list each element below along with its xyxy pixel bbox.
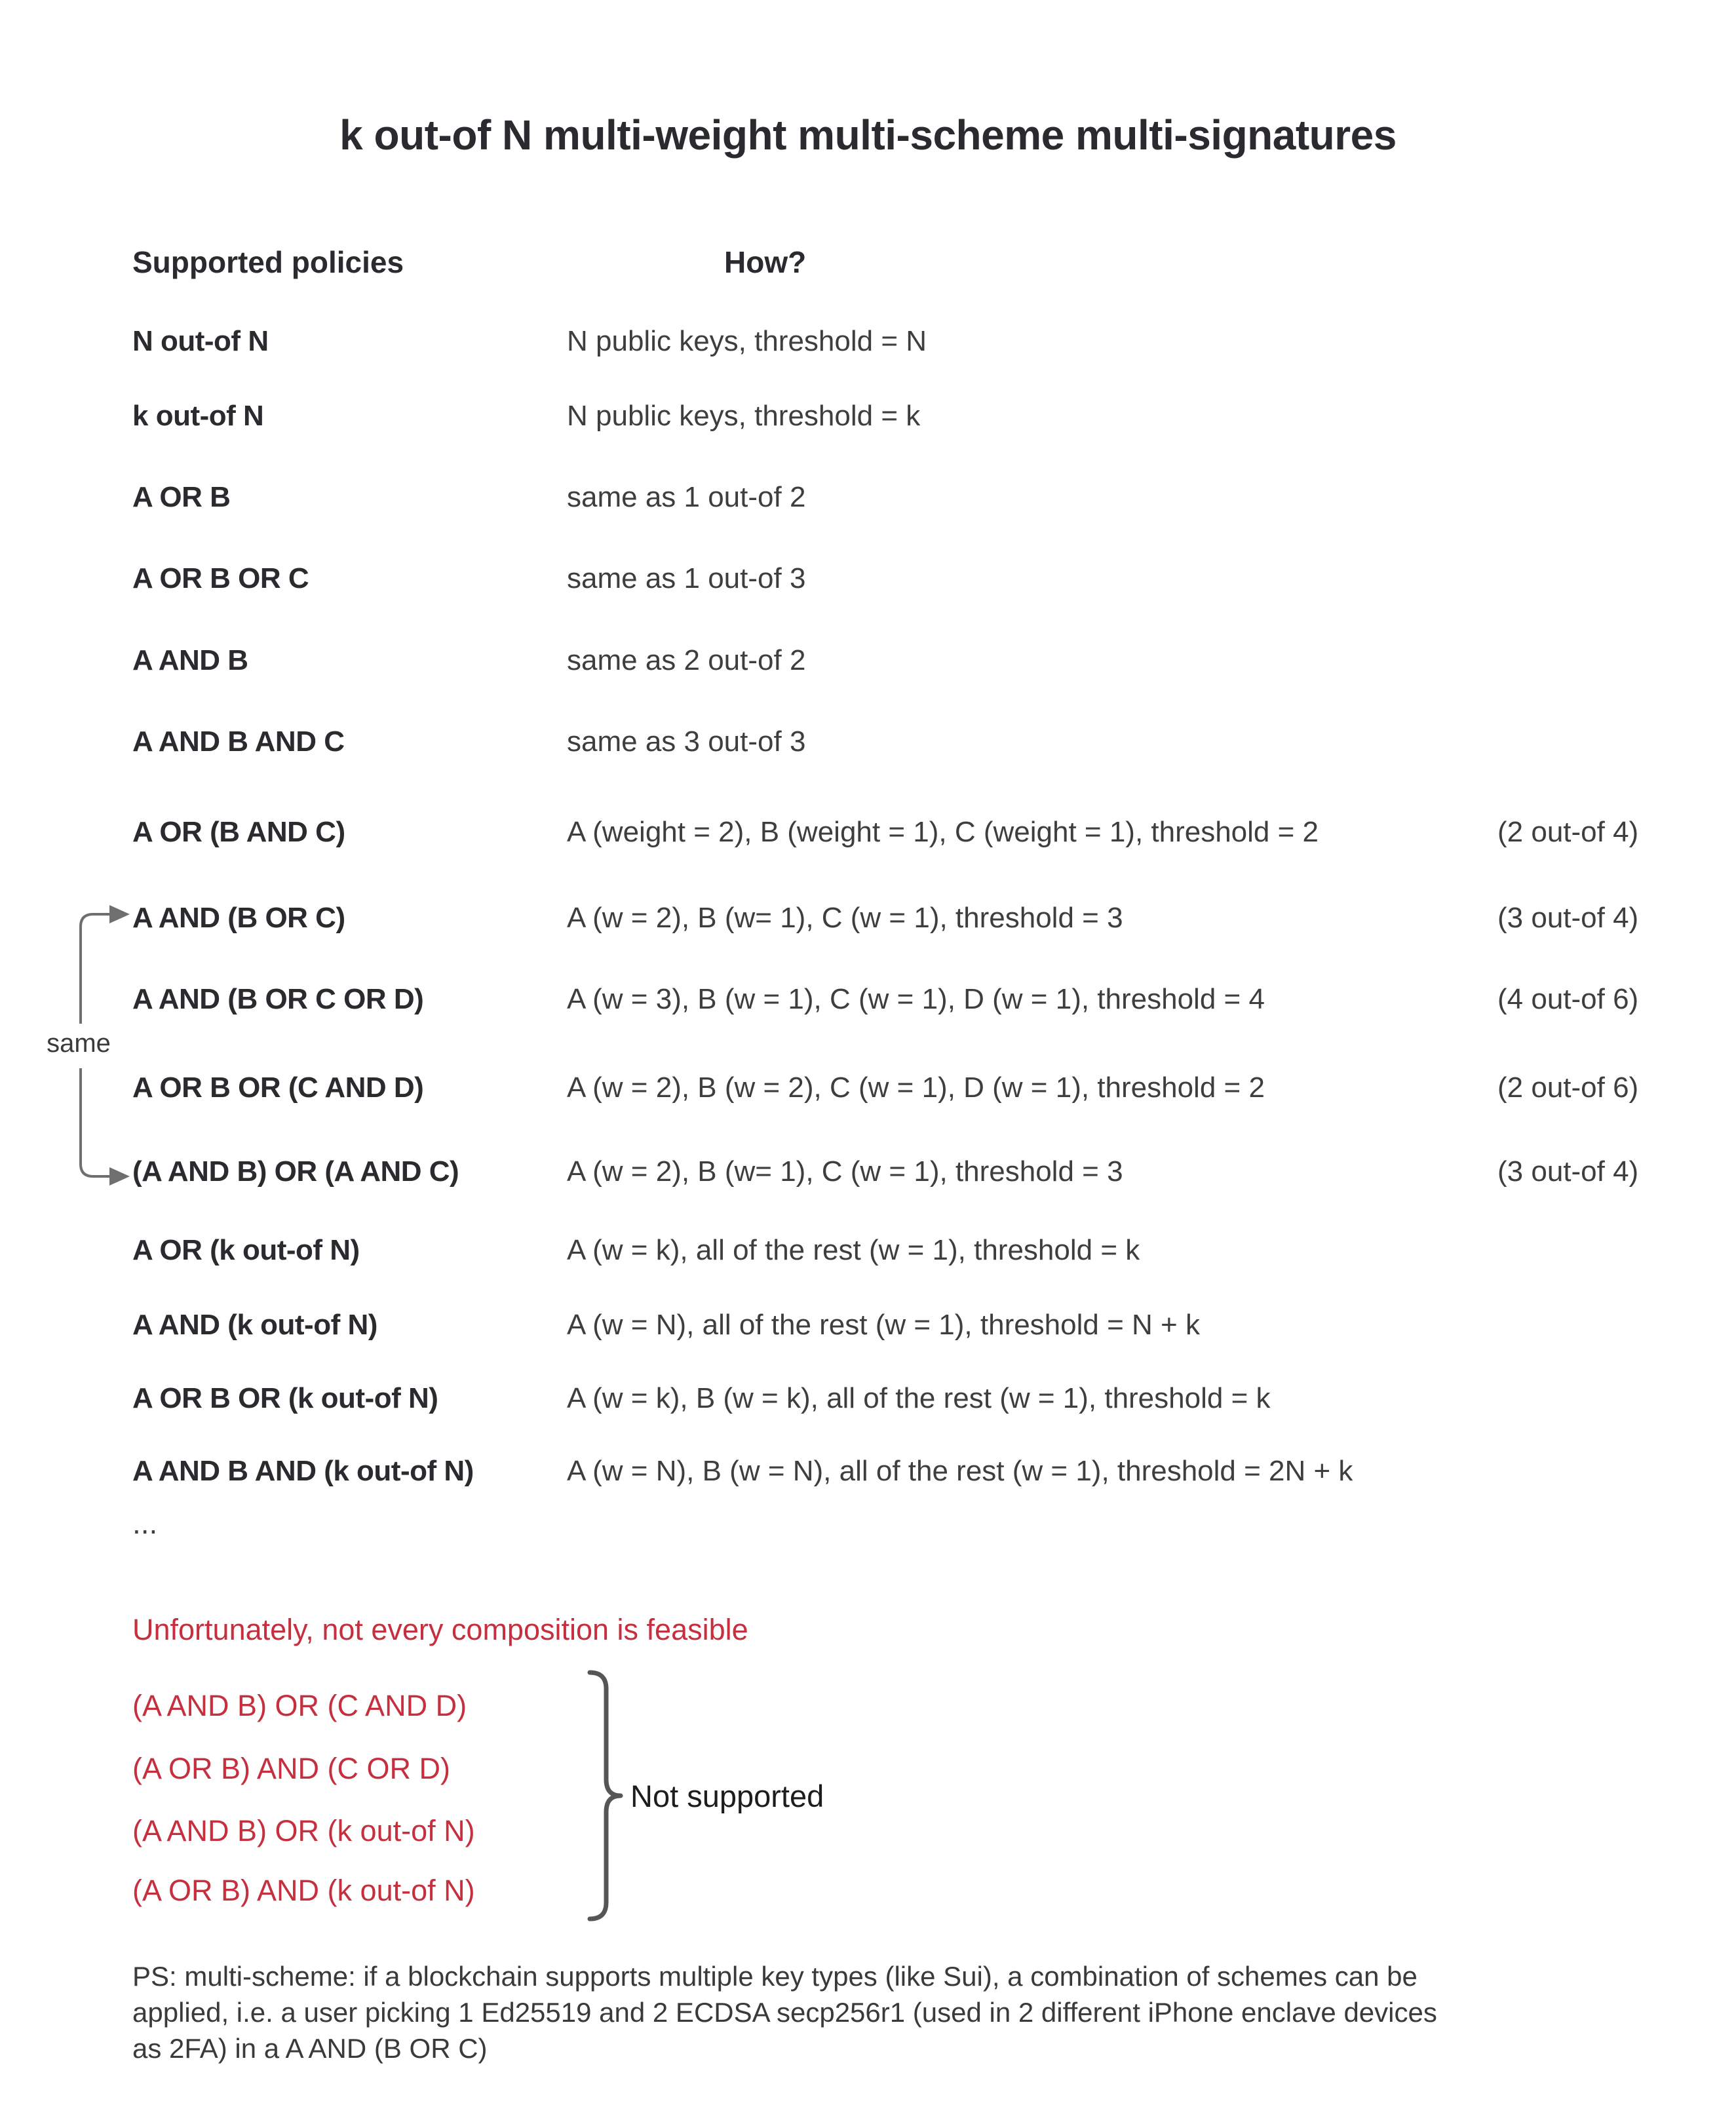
out-of-note: (4 out-of 6): [1497, 983, 1639, 1015]
table-row: [0, 1307, 1736, 1343]
table-row: [0, 1380, 1736, 1417]
how-text: same as 2 out-of 2: [567, 644, 806, 676]
how-text: A (w = k), all of the rest (w = 1), threshold = k: [567, 1234, 1140, 1266]
infeasible-item: (A AND B) OR (k out-of N): [132, 1814, 475, 1847]
policy-label: k out-of N: [132, 400, 264, 432]
policy-label: A OR (k out-of N): [132, 1234, 360, 1266]
how-text: N public keys, threshold = k: [567, 400, 921, 432]
infeasible-heading: Unfortunately, not every composition is feasible: [132, 1613, 748, 1646]
table-row: [0, 981, 1736, 1018]
ps-line: PS: multi-scheme: if a blockchain supports multiple key types (like Sui), a combination of schemes can be: [132, 1961, 1418, 1992]
policy-label: N out-of N: [132, 325, 269, 357]
policy-label: A AND B AND C: [132, 725, 345, 758]
same-bracket-bottom-line: [81, 1068, 119, 1176]
policy-label: A OR B: [132, 481, 231, 513]
infeasible-item: (A OR B) AND (k out-of N): [132, 1874, 475, 1907]
how-text: A (w = 2), B (w= 1), C (w = 1), threshold = 3: [567, 902, 1123, 934]
how-text: same as 1 out-of 2: [567, 481, 806, 513]
table-row: [0, 724, 1736, 760]
ellipsis-row: ...: [132, 1506, 158, 1540]
arrow-right-icon: [109, 1167, 130, 1186]
policy-label: A OR (B AND C): [132, 816, 345, 848]
column-header-how: How?: [724, 245, 807, 279]
table-row: [0, 1070, 1736, 1106]
page-title: k out-of N multi-weight multi-scheme multi-signatures: [339, 111, 1397, 159]
table-row: [0, 1453, 1736, 1490]
ps-line: applied, i.e. a user picking 1 Ed25519 and 2 ECDSA secp256r1 (used in 2 different iPhone enclave devices: [132, 1997, 1437, 2028]
how-text: same as 1 out-of 3: [567, 562, 806, 594]
how-text: same as 3 out-of 3: [567, 725, 806, 758]
how-text: A (weight = 2), B (weight = 1), C (weight = 1), threshold = 2: [567, 816, 1319, 848]
out-of-note: (2 out-of 6): [1497, 1072, 1639, 1104]
policy-label: A AND (B OR C OR D): [132, 983, 424, 1015]
table-row: [0, 642, 1736, 679]
infeasible-item: (A AND B) OR (C AND D): [132, 1689, 467, 1722]
table-row: [0, 1232, 1736, 1269]
how-text: N public keys, threshold = N: [567, 325, 927, 357]
policy-label: (A AND B) OR (A AND C): [132, 1155, 459, 1188]
table-row: [0, 1153, 1736, 1190]
how-text: A (w = 2), B (w = 2), C (w = 1), D (w = 1), threshold = 2: [567, 1072, 1265, 1104]
policy-label: A OR B OR C: [132, 562, 309, 594]
table-row: [0, 398, 1736, 435]
policy-label: A AND B: [132, 644, 248, 676]
ps-line: as 2FA) in a A AND (B OR C): [132, 2033, 488, 2064]
table-row: [0, 900, 1736, 937]
how-text: A (w = N), all of the rest (w = 1), threshold = N + k: [567, 1309, 1200, 1341]
policy-label: A AND (B OR C): [132, 902, 345, 934]
policy-label: A OR B OR (C AND D): [132, 1072, 424, 1104]
how-text: A (w = 3), B (w = 1), C (w = 1), D (w = 1), threshold = 4: [567, 983, 1265, 1015]
table-row: [0, 479, 1736, 516]
curly-brace-icon: [590, 1672, 621, 1919]
how-text: A (w = N), B (w = N), all of the rest (w = 1), threshold = 2N + k: [567, 1455, 1353, 1487]
column-header-policies: Supported policies: [132, 245, 404, 279]
how-text: A (w = 2), B (w= 1), C (w = 1), threshold = 3: [567, 1155, 1123, 1188]
table-row: [0, 323, 1736, 360]
same-label: same: [47, 1029, 111, 1058]
out-of-note: (3 out-of 4): [1497, 1155, 1639, 1188]
ps-note: [132, 1958, 1705, 2066]
arrow-right-icon: [109, 905, 130, 923]
not-supported-label: Not supported: [630, 1779, 824, 1813]
table-row: [0, 560, 1736, 597]
same-bracket-top-line: [81, 914, 119, 1024]
policy-label: A AND B AND (k out-of N): [132, 1455, 474, 1487]
policy-label: A AND (k out-of N): [132, 1309, 377, 1341]
policy-label: A OR B OR (k out-of N): [132, 1382, 438, 1414]
out-of-note: (3 out-of 4): [1497, 902, 1639, 934]
table-row: [0, 814, 1736, 851]
infeasible-item: (A OR B) AND (C OR D): [132, 1752, 451, 1785]
out-of-note: (2 out-of 4): [1497, 816, 1639, 848]
how-text: A (w = k), B (w = k), all of the rest (w = 1), threshold = k: [567, 1382, 1271, 1414]
